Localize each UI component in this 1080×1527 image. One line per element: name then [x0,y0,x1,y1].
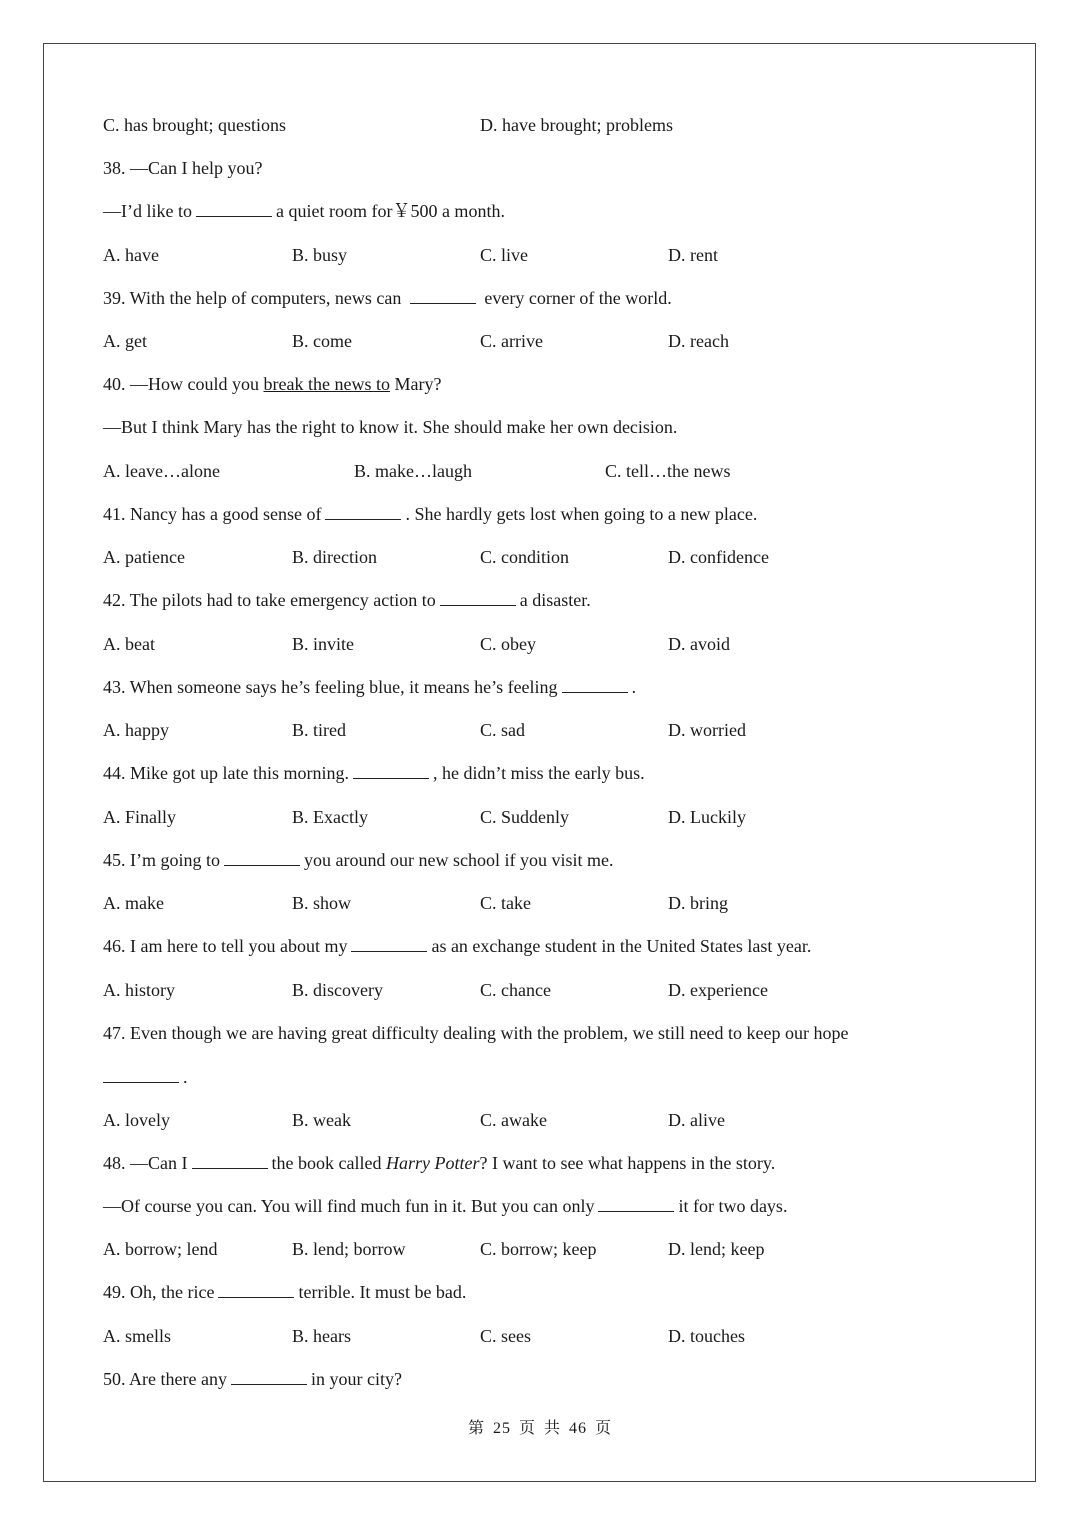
q44-option-c: C. Suddenly [480,807,570,827]
q45-stem: 45. I’m going to you around our new school if you visit me. [103,850,614,870]
q40-option-a: A. leave…alone [103,461,220,481]
q41-stem: 41. Nancy has a good sense of . She hardly gets lost when going to a new place. [103,504,758,524]
q43-option-b: B. tired [292,720,346,740]
answer-blank [224,850,300,866]
answer-blank [103,1067,179,1083]
answer-blank [325,504,401,520]
q38-stem: 38. —Can I help you? [103,158,263,178]
current-page: 25 [492,1420,511,1437]
q40-reply: —But I think Mary has the right to know it. She should make her own decision. [103,417,678,437]
q44-option-d: D. Luckily [668,807,746,827]
q45-option-b: B. show [292,893,352,913]
q48-stem: 48. —Can I the book called Harry Potter? I want to see what happens in the story. [103,1153,776,1173]
book-title: Harry Potter [385,1153,480,1173]
q39-option-a: A. get [103,331,147,351]
q46-option-d: D. experience [668,980,768,1000]
q43-option-d: D. worried [668,720,746,740]
q42-option-b: B. invite [292,634,354,654]
q42-option-a: A. beat [103,634,155,654]
page-number-footer: 第 25 页 共 46 页 [467,1420,613,1437]
answer-blank [353,763,429,779]
q46-option-a: A. history [103,980,175,1000]
q43-option-a: A. happy [103,720,169,740]
q46-option-b: B. discovery [292,980,383,1000]
q47-option-c: C. awake [480,1110,547,1130]
q42-option-d: D. avoid [668,634,730,654]
q43-stem: 43. When someone says he’s feeling blue, it means he’s feeling . [103,677,637,697]
q41-option-b: B. direction [292,547,377,567]
q38-option-d: D. rent [668,245,718,265]
q46-option-c: C. chance [480,980,551,1000]
q48-option-d: D. lend; keep [668,1239,765,1259]
q37-option-c: C. has brought; questions [103,115,286,135]
q40-stem: 40. —How could you break the news to Mary? [103,374,442,394]
q49-option-d: D. touches [668,1326,745,1346]
q45-option-d: D. bring [668,893,728,913]
q41-option-a: A. patience [103,547,185,567]
q42-stem: 42. The pilots had to take emergency action to a disaster. [103,590,591,610]
answer-blank [231,1369,307,1385]
q38-reply: —I’d like to a quiet room for￥500 a month. [103,201,505,221]
answer-blank [351,936,427,952]
q42-option-c: C. obey [480,634,536,654]
answer-blank [410,288,476,304]
q49-option-a: A. smells [103,1326,172,1346]
q45-option-a: A. make [103,893,164,913]
underlined-phrase: break the news to [263,374,390,394]
q40-option-b: B. make…laugh [354,461,472,481]
q48-option-c: C. borrow; keep [480,1239,597,1259]
q50-stem: 50. Are there any in your city? [103,1369,402,1389]
q39-option-c: C. arrive [480,331,543,351]
q43-option-c: C. sad [480,720,525,740]
q47-option-a: A. lovely [103,1110,170,1130]
q47-option-b: B. weak [292,1110,351,1130]
q45-option-c: C. take [480,893,531,913]
q49-stem: 49. Oh, the rice terrible. It must be bad. [103,1282,467,1302]
q39-stem: 39. With the help of computers, news can every corner of the world. [103,288,672,308]
q38-option-a: A. have [103,245,159,265]
answer-blank [218,1282,294,1298]
answer-blank [192,1153,268,1169]
total-pages: 46 [569,1420,588,1437]
q44-stem: 44. Mike got up late this morning. , he didn’t miss the early bus. [103,763,645,783]
q49-option-c: C. sees [480,1326,531,1346]
q48-option-a: A. borrow; lend [103,1239,218,1259]
q47-stem: 47. Even though we are having great difficulty dealing with the problem, we still need to keep our hope [103,1023,849,1043]
q47-continuation: . [103,1066,188,1088]
answer-blank [196,201,272,217]
q44-option-b: B. Exactly [292,807,368,827]
q46-stem: 46. I am here to tell you about my as an exchange student in the United States last year. [103,936,812,956]
q48-option-b: B. lend; borrow [292,1239,406,1259]
q39-option-b: B. come [292,331,352,351]
q39-option-d: D. reach [668,331,729,351]
q48-reply: —Of course you can. You will find much fun in it. But you can only it for two days. [103,1196,788,1216]
q49-option-b: B. hears [292,1326,351,1346]
q38-option-c: C. live [480,245,528,265]
q47-option-d: D. alive [668,1110,725,1130]
answer-blank [562,677,628,693]
q40-option-c: C. tell…the news [605,461,731,481]
q44-option-a: A. Finally [103,807,177,827]
q38-option-b: B. busy [292,245,348,265]
q41-option-c: C. condition [480,547,569,567]
answer-blank [598,1196,674,1212]
q37-option-d: D. have brought; problems [480,115,673,135]
answer-blank [440,590,516,606]
q41-option-d: D. confidence [668,547,769,567]
